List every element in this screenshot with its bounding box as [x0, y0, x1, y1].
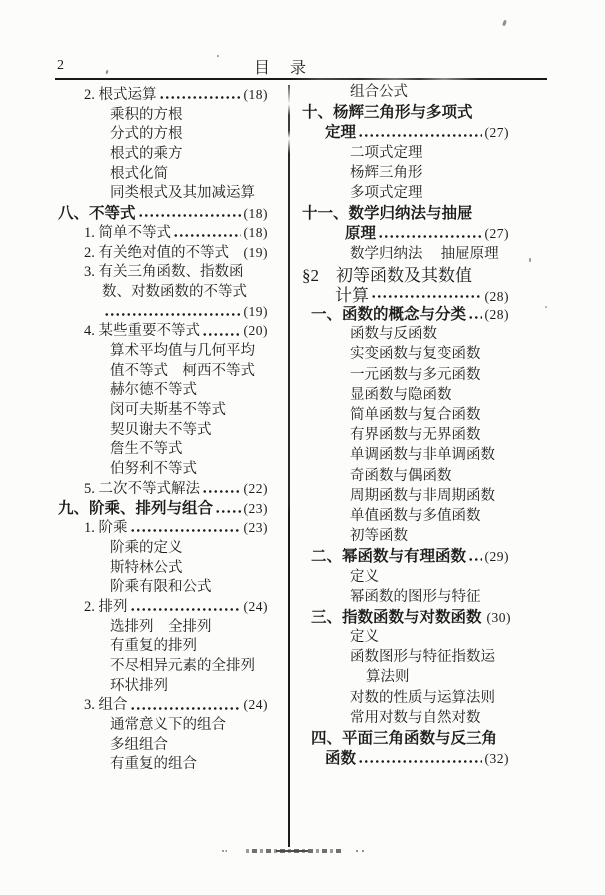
- scan-speck: [502, 20, 507, 27]
- dot-leader: [501, 252, 506, 261]
- toc-entry: [296, 368, 509, 388]
- dot-leader: [138, 211, 241, 220]
- toc-entry-label: 2. 排列: [84, 598, 128, 615]
- dot-leader: [257, 349, 265, 358]
- dot-leader: [371, 292, 482, 301]
- toc-entry-label: 原理: [345, 225, 377, 243]
- toc-entry: [56, 482, 268, 502]
- toc-entry: [296, 226, 509, 246]
- toc-entry-label: 通常意义下的组合: [110, 717, 226, 733]
- toc-entry-label: 函数: [325, 750, 357, 768]
- dot-leader: [214, 428, 266, 437]
- toc-entry-label: 一元函数与多元函数: [350, 366, 481, 383]
- dot-leader: [378, 232, 481, 241]
- dot-leader: [483, 515, 507, 524]
- toc-entry-page: (27): [484, 226, 509, 242]
- dot-leader: [483, 434, 507, 443]
- scan-speck: [106, 70, 109, 74]
- toc-entry-label: 根式化简: [110, 165, 168, 182]
- toc-entry: [56, 147, 268, 167]
- toc-entry: [56, 324, 268, 344]
- toc-entry: [296, 448, 509, 468]
- toc-entry-page: (18): [243, 206, 268, 222]
- dot-leader: [454, 393, 507, 402]
- dot-leader: [249, 290, 265, 299]
- toc-entry-label: 5. 二次不等式解法: [84, 480, 200, 497]
- toc-entry: [56, 423, 268, 443]
- toc-entry: [296, 670, 509, 690]
- toc-entry-label: 值不等式 柯西不等式: [110, 362, 255, 379]
- toc-entry-label: 杨辉三角形: [350, 164, 423, 181]
- dot-leader: [425, 192, 507, 201]
- toc-entry: [56, 167, 268, 187]
- toc-entry: [296, 267, 509, 287]
- toc-entry-label: 八、不等式: [58, 205, 136, 223]
- toc-entry-label: 分式的方根: [110, 126, 183, 143]
- toc-entry-label: 根式的乘方: [110, 146, 183, 163]
- toc-entry-label: 2. 有关绝对值的不等式: [84, 244, 229, 261]
- toc-entry: [296, 549, 509, 569]
- toc-entry-page: (20): [243, 323, 268, 339]
- toc-entry: [56, 738, 268, 758]
- dot-leader: [228, 408, 265, 417]
- toc-entry-label: 同类根式及其加减运算: [110, 185, 255, 202]
- toc-entry-label: 3. 有关三角函数、指数函: [84, 264, 244, 281]
- toc-entry: [56, 698, 268, 718]
- toc-entry-page: (27): [484, 125, 509, 141]
- toc-entry-label: 四、平面三角函数与反三角: [311, 730, 498, 747]
- toc-entry: [56, 265, 268, 285]
- toc-entry: [296, 469, 509, 489]
- toc-entry-label: 单值函数与多值函数: [350, 507, 481, 524]
- dot-leader: [173, 231, 241, 240]
- toc-entry: [296, 125, 509, 145]
- toc-entry-label: 定理: [325, 124, 357, 142]
- toc-entry-label: 有重复的组合: [110, 756, 197, 773]
- toc-entry: [296, 307, 509, 327]
- toc-entry-label: 数学归纳法 抽屉原理: [350, 245, 499, 262]
- dot-leader: [170, 684, 265, 693]
- dot-leader: [185, 448, 266, 457]
- scan-smudge-dots: [222, 850, 227, 852]
- toc-entry-label: 1. 简单不等式: [84, 224, 171, 241]
- toc-entry: [296, 711, 509, 731]
- toc-entry: [296, 751, 509, 771]
- toc-entry: [56, 541, 268, 561]
- toc-entry-label: 数、对数函数的不等式: [102, 283, 247, 300]
- dot-leader: [358, 131, 481, 140]
- toc-entry: [296, 408, 509, 428]
- toc-entry: [56, 186, 268, 206]
- page-number: 2: [57, 58, 64, 73]
- toc-entry-page: (19): [243, 303, 268, 319]
- toc-entry: [56, 757, 268, 777]
- toc-entry-page: (23): [243, 520, 268, 536]
- toc-entry: [56, 403, 268, 423]
- toc-entry-label: 1. 阶乘: [84, 520, 128, 537]
- toc-entry-page: (24): [243, 697, 268, 713]
- toc-entry: [296, 327, 509, 347]
- scan-smudge: [246, 849, 342, 853]
- toc-entry-label: 二、幂函数与有理函数: [311, 548, 467, 566]
- toc-entry: [56, 108, 268, 128]
- toc-entry-label: 初等函数: [350, 528, 408, 545]
- toc-entry-page: (29): [484, 549, 509, 565]
- header-rule: [55, 78, 547, 80]
- toc-entry: [56, 226, 268, 246]
- dot-leader: [497, 696, 506, 705]
- toc-entry-label: 函数图形与特征指数运: [350, 649, 495, 666]
- dot-leader: [199, 763, 265, 772]
- toc-entry: [296, 166, 509, 186]
- toc-entry-label: 4. 某些重要不等式: [84, 323, 200, 340]
- toc-entry-label: 常用对数与自然对数: [350, 709, 481, 726]
- toc-entry: [296, 509, 509, 529]
- toc-entry: [56, 344, 268, 364]
- dot-leader: [497, 494, 506, 503]
- dot-leader: [474, 272, 506, 281]
- dot-leader: [499, 737, 506, 746]
- toc-entry: [56, 639, 268, 659]
- toc-entry: [56, 383, 268, 403]
- toc-entry: [296, 186, 509, 206]
- toc-entry: [56, 462, 268, 482]
- toc-entry-label: 九、阶乘、排列与组合: [58, 500, 214, 518]
- toc-entry: [56, 561, 268, 581]
- toc-entry: [296, 529, 509, 549]
- dot-leader: [483, 373, 507, 382]
- toc-entry-page: (24): [243, 598, 268, 614]
- toc-entry: [296, 388, 509, 408]
- toc-entry: [56, 580, 268, 600]
- toc-entry-label: 不尽相异元素的全排列: [110, 657, 255, 674]
- toc-entry-label: 斯特林公式: [110, 559, 183, 576]
- toc-entry: [56, 521, 268, 541]
- toc-entry-label: 十、杨辉三角形与多项式: [302, 104, 473, 122]
- toc-entry-label: 奇函数与偶函数: [350, 467, 452, 484]
- toc-entry: [56, 305, 268, 325]
- column-divider-line: [288, 85, 290, 847]
- dot-leader: [425, 171, 507, 180]
- toc-entry-page: (32): [484, 751, 509, 767]
- toc-entry: [296, 608, 512, 630]
- toc-entry-label: 一、函数的概念与分类: [311, 306, 467, 324]
- toc-entry: [296, 650, 509, 670]
- toc-entry: [56, 501, 268, 521]
- dot-leader: [214, 625, 266, 634]
- toc-entry: [296, 691, 509, 711]
- toc-entry-page: (23): [243, 501, 268, 517]
- toc-entry-label: 计算: [335, 285, 369, 305]
- toc-entry: [56, 285, 268, 305]
- toc-entry-label: 函数与反函数: [350, 326, 437, 343]
- toc-entry-label: 契贝谢夫不等式: [110, 421, 212, 438]
- dot-leader: [231, 251, 241, 260]
- toc-entry-page: (18): [243, 224, 268, 240]
- dot-leader: [475, 212, 506, 221]
- toc-entry-label: 阶乘的定义: [110, 539, 183, 556]
- dot-leader: [199, 389, 265, 398]
- toc-entry-label: 定义: [350, 629, 379, 646]
- toc-entry: [296, 287, 509, 307]
- dot-leader: [483, 716, 507, 725]
- toc-entry: [296, 590, 509, 610]
- toc-entry-label: 环状排列: [110, 677, 168, 694]
- dot-leader: [412, 676, 507, 685]
- dot-leader: [228, 723, 265, 732]
- toc-entry-label: 赫尔德不等式: [110, 382, 197, 399]
- toc-entry-label: 周期函数与非周期函数: [350, 487, 495, 504]
- toc-entry: [296, 85, 509, 105]
- toc-entry: [296, 247, 509, 267]
- dot-leader: [130, 605, 241, 614]
- dot-leader: [130, 704, 241, 713]
- dot-leader: [439, 333, 506, 342]
- toc-entry-label: 选排列 全排列: [110, 618, 212, 635]
- toc-entry-page: (28): [484, 288, 509, 304]
- dot-leader: [454, 474, 507, 483]
- toc-entry-label: 多项式定理: [350, 184, 423, 201]
- toc-entry-label: 定义: [350, 568, 379, 585]
- dot-leader: [130, 526, 241, 535]
- toc-entry: [56, 364, 268, 384]
- dot-leader: [483, 595, 507, 604]
- dot-leader: [410, 535, 506, 544]
- dot-leader: [215, 507, 240, 516]
- toc-entry-label: 简单函数与复合函数: [350, 407, 481, 423]
- dot-leader: [381, 636, 506, 645]
- toc-entry: [56, 442, 268, 462]
- dot-leader: [202, 330, 241, 339]
- toc-entry-label: 詹生不等式: [110, 441, 183, 458]
- toc-entry-label: 2. 根式运算: [84, 87, 157, 103]
- dot-leader: [425, 151, 507, 160]
- toc-entry-page: (22): [243, 480, 268, 496]
- toc-entry-page: (30): [486, 609, 512, 625]
- toc-entry-page: (18): [243, 87, 268, 102]
- dot-leader: [199, 645, 265, 654]
- dot-leader: [185, 113, 266, 122]
- toc-entry-label: 单调函数与非单调函数: [350, 447, 495, 464]
- dot-leader: [159, 93, 241, 102]
- toc-entry-label: 有重复的排列: [110, 638, 197, 655]
- toc-entry-label: 实变函数与复变函数: [350, 346, 481, 363]
- toc-entry-label: §2 初等函数及其数值: [302, 265, 472, 285]
- dot-leader: [246, 271, 266, 280]
- dot-leader: [170, 172, 265, 181]
- toc-entry: [56, 620, 268, 640]
- toc-entry: [296, 105, 509, 125]
- dot-leader: [381, 575, 506, 584]
- dot-leader: [257, 369, 265, 378]
- dot-leader: [358, 757, 481, 766]
- toc-entry: [56, 88, 268, 108]
- toc-entry: [56, 718, 268, 738]
- dot-leader: [483, 414, 507, 423]
- toc-entry-label: 算法则: [366, 669, 410, 686]
- dot-leader: [410, 91, 506, 100]
- dot-leader: [257, 664, 265, 673]
- scan-speck: [545, 306, 547, 308]
- page-title: 目 录: [254, 60, 309, 77]
- toc-entry: [296, 570, 509, 590]
- toc-entry-label: 组合公式: [350, 84, 408, 100]
- toc-entry-label: 算术平均值与几何平均: [110, 342, 255, 359]
- toc-entry-label: 3. 组合: [84, 697, 128, 714]
- toc-entry: [56, 659, 268, 679]
- scan-speck: [217, 55, 219, 57]
- toc-right-column: [296, 84, 512, 771]
- toc-entry-label: 显函数与隐函数: [350, 386, 452, 403]
- dot-leader: [257, 192, 265, 201]
- toc-entry: [56, 600, 268, 620]
- toc-entry: [296, 489, 509, 509]
- dot-leader: [475, 111, 506, 120]
- toc-entry-label: 乘积的方根: [110, 106, 183, 123]
- dot-leader: [185, 152, 266, 161]
- toc-entry-label: 幂函数的图形与特征: [350, 588, 481, 605]
- toc-entry-page: (28): [484, 307, 509, 323]
- dot-leader: [170, 743, 265, 752]
- scan-smudge-dots: [356, 850, 366, 852]
- dot-leader: [468, 313, 481, 322]
- dot-leader: [202, 487, 241, 496]
- dot-leader: [185, 546, 266, 555]
- toc-entry-page: (19): [243, 244, 268, 260]
- toc-entry: [296, 146, 509, 166]
- toc-entry-label: 十一、数学归纳法与抽屉: [302, 205, 473, 223]
- toc-entry: [56, 127, 268, 147]
- dot-leader: [104, 310, 241, 319]
- dot-leader: [483, 353, 507, 362]
- toc-entry-label: 有界函数与无界函数: [350, 427, 481, 444]
- toc-entry: [296, 731, 509, 751]
- toc-entry-label: 伯努利不等式: [110, 461, 197, 478]
- toc-entry-label: 三、指数函数与对数函数: [311, 608, 482, 626]
- dot-leader: [185, 566, 266, 575]
- toc-entry: [56, 206, 268, 226]
- toc-entry: [296, 347, 509, 367]
- toc-entry: [296, 206, 509, 226]
- toc-entry-label: 闵可夫斯基不等式: [110, 402, 226, 418]
- toc-entry-label: 多组组合: [110, 736, 168, 753]
- toc-left-column: [56, 88, 268, 777]
- toc-entry: [56, 679, 268, 699]
- toc-entry: [56, 246, 268, 266]
- dot-leader: [214, 586, 266, 595]
- scan-speck: [529, 258, 531, 262]
- dot-leader: [199, 467, 265, 476]
- toc-entry: [296, 630, 509, 650]
- toc-entry: [296, 428, 509, 448]
- toc-entry-label: 阶乘有限和公式: [110, 579, 212, 596]
- dot-leader: [497, 454, 506, 463]
- toc-entry-label: 二项式定理: [350, 144, 423, 161]
- dot-leader: [468, 555, 481, 564]
- dot-leader: [497, 656, 506, 665]
- toc-entry-label: 对数的性质与运算法则: [350, 689, 495, 706]
- dot-leader: [185, 133, 266, 142]
